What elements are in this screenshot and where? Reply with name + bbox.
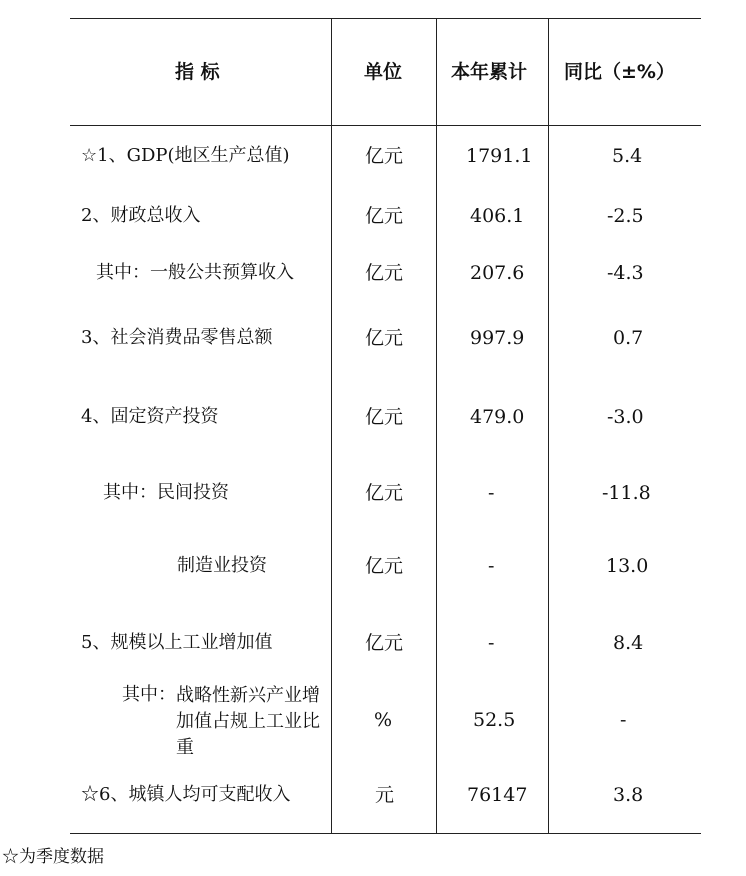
- row-unit: %: [374, 709, 393, 731]
- row-cumulative: 207.6: [470, 262, 525, 284]
- row-cumulative: 1791.1: [466, 145, 533, 167]
- row-cumulative: 479.0: [470, 406, 525, 428]
- row-indicator-prefix: 其中：: [122, 684, 176, 705]
- row-cumulative: 76147: [467, 784, 528, 806]
- column-divider: [436, 19, 437, 833]
- row-yoy: 13.0: [606, 555, 649, 577]
- row-cumulative: 997.9: [470, 327, 525, 349]
- row-indicator: 制造业投资: [177, 555, 267, 576]
- row-yoy: -4.3: [607, 262, 644, 284]
- row-unit: 亿元: [365, 632, 404, 654]
- row-unit: 元: [375, 784, 395, 806]
- header-indicator: 指 标: [175, 61, 220, 83]
- row-yoy: -11.8: [602, 482, 651, 504]
- row-indicator: 5、规模以上工业增加值: [81, 632, 273, 653]
- row-cumulative: 52.5: [473, 709, 516, 731]
- row-unit: 亿元: [365, 482, 404, 504]
- column-divider: [331, 19, 332, 833]
- footnote: ☆为季度数据: [2, 847, 104, 867]
- row-unit: 亿元: [365, 327, 404, 349]
- row-cumulative: -: [488, 555, 495, 577]
- row-unit: 亿元: [365, 145, 404, 167]
- row-yoy: 0.7: [613, 327, 644, 349]
- row-indicator: 战略性新兴产业增加值占规上工业比重: [176, 685, 320, 758]
- row-unit: 亿元: [365, 406, 404, 428]
- header-cumulative: 本年累计: [451, 61, 528, 83]
- row-unit: 亿元: [365, 262, 404, 284]
- row-yoy: -: [620, 709, 627, 731]
- statistics-table: [70, 18, 701, 834]
- row-indicator: 2、财政总收入: [81, 205, 201, 226]
- row-indicator: 其中：一般公共预算收入: [96, 262, 294, 283]
- row-yoy: -2.5: [607, 205, 644, 227]
- row-unit: 亿元: [365, 555, 404, 577]
- row-indicator: 其中：民间投资: [103, 482, 229, 503]
- row-yoy: -3.0: [607, 406, 644, 428]
- row-cumulative: 406.1: [470, 205, 525, 227]
- header-unit: 单位: [364, 61, 403, 83]
- row-indicator: 3、社会消费品零售总额: [81, 327, 273, 348]
- column-divider: [548, 19, 549, 833]
- row-yoy: 3.8: [613, 784, 644, 806]
- row-yoy: 8.4: [613, 632, 644, 654]
- row-indicator: 4、固定资产投资: [81, 406, 219, 427]
- row-unit: 亿元: [365, 205, 404, 227]
- row-indicator: ☆6、城镇人均可支配收入: [81, 784, 291, 805]
- row-indicator: ☆1、GDP(地区生产总值): [81, 145, 290, 166]
- row-yoy: 5.4: [612, 145, 643, 167]
- header-yoy: 同比（±%）: [564, 61, 675, 83]
- header-divider: [70, 125, 701, 126]
- row-cumulative: -: [488, 632, 495, 654]
- row-cumulative: -: [488, 482, 495, 504]
